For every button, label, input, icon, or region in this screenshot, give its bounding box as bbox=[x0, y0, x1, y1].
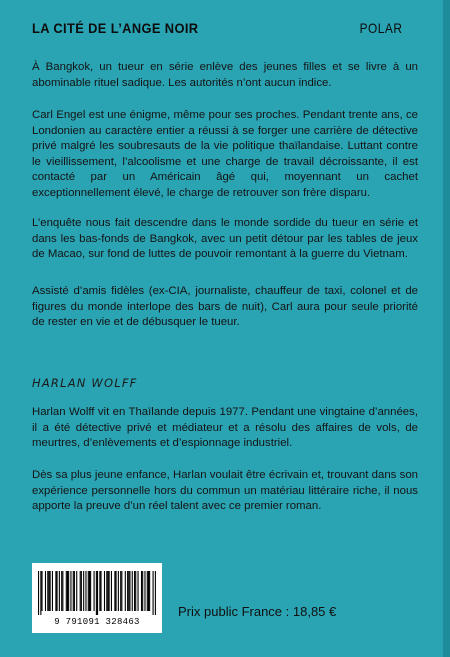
barcode-bar bbox=[135, 571, 136, 611]
barcode-bar bbox=[40, 571, 41, 615]
barcode-bar bbox=[137, 571, 138, 611]
barcode-bar bbox=[70, 571, 71, 611]
barcode-bar bbox=[59, 571, 60, 611]
spine-edge bbox=[443, 0, 450, 657]
barcode-bar bbox=[107, 571, 108, 611]
barcode-bar bbox=[125, 571, 126, 611]
barcode-bar bbox=[74, 571, 75, 611]
barcode-bar bbox=[48, 571, 49, 611]
barcode-bar bbox=[38, 571, 39, 615]
author-name: HARLAN WOLFF bbox=[32, 376, 138, 390]
barcode-bar bbox=[57, 571, 58, 611]
barcode-bar bbox=[55, 571, 56, 611]
barcode-bar bbox=[109, 571, 110, 611]
barcode-bar bbox=[127, 571, 128, 611]
barcode-bar bbox=[80, 571, 81, 611]
barcode-bar bbox=[88, 571, 89, 611]
barcode-bar bbox=[96, 571, 97, 615]
barcode-bar bbox=[147, 571, 148, 611]
barcode-bar bbox=[106, 571, 107, 611]
header bbox=[32, 20, 412, 44]
book-title: LA CITÉ DE L’ANGE NOIR bbox=[32, 20, 199, 36]
author-bio-paragraph-2: Dès sa plus jeune enfance, Harlan voulait être écrivain et, trouvant dans son expérience personnelle hors du commun un matériau littéraire riche, il nous apporte la preuve d’un réel talent avec ce premier roman. bbox=[32, 469, 418, 513]
barcode-bar bbox=[111, 571, 112, 611]
barcode-bar bbox=[141, 571, 142, 611]
barcode-bar bbox=[83, 571, 84, 611]
barcode-bar bbox=[116, 571, 117, 611]
price-label: Prix public France : 18,85 € bbox=[178, 604, 337, 619]
barcode-bar bbox=[52, 571, 53, 611]
author-bio-paragraph-1: Harlan Wolff vit en Thaïlande depuis 1977. Pendant une vingtaine d’années, il a été détective privé et médiateur et a résolu des affaires de vols, de meurtres, d’enlèvements et d’espionnage industriel. bbox=[32, 406, 418, 450]
synopsis-paragraph-3: L’enquête nous fait descendre dans le monde sordide du tueur en série et dans les bas-fonds de Bangkok, avec un petit détour par les tables de jeux de Macao, sur fond de luttes de pouvoir remontant à la guerre du Vietnam. bbox=[32, 217, 418, 261]
barcode-bar bbox=[121, 571, 122, 611]
barcode-bar bbox=[149, 571, 150, 611]
barcode-bar bbox=[148, 571, 149, 611]
synopsis-paragraph-2: Carl Engel est une énigme, même pour ses proches. Pendant trente ans, ce Londonien au caractère entier a réussi à se forger une carrière de détective privé malgré les soubresauts de la vie politique thaïlandaise. Luttant contre le vieillissement, l’alcoolisme et une charge de travail décroissante, il est contacté par un Américain âgé qui, moyennant un cachet exceptionnellement élevé, le charge de retrouver son frère disparu. bbox=[32, 109, 418, 199]
barcode-bar bbox=[76, 571, 77, 611]
barcode-bar bbox=[120, 571, 121, 611]
barcode-bar bbox=[81, 571, 82, 611]
barcode-bar bbox=[97, 571, 98, 615]
barcode-bar bbox=[153, 571, 154, 615]
barcode-bar bbox=[61, 571, 62, 611]
barcode-bar bbox=[68, 571, 69, 611]
barcode-bar bbox=[62, 571, 63, 611]
genre-label: POLAR bbox=[359, 20, 402, 36]
barcode-bar bbox=[41, 571, 42, 611]
synopsis-paragraph-1: À Bangkok, un tueur en série enlève des jeunes filles et se livre à un abominable rituel sadique. Les autorités n’ont aucun indice. bbox=[32, 61, 418, 89]
barcode-bar bbox=[132, 571, 133, 611]
barcode-bar bbox=[134, 571, 135, 611]
barcode-bar bbox=[94, 571, 95, 611]
barcode-image bbox=[38, 571, 156, 615]
barcode-bar bbox=[100, 571, 101, 611]
barcode-bar bbox=[47, 571, 48, 611]
barcode-bar bbox=[118, 571, 119, 611]
barcode-bar bbox=[128, 571, 129, 611]
barcode-bar bbox=[104, 571, 105, 611]
barcode-bar bbox=[144, 571, 145, 611]
barcode-box bbox=[32, 563, 162, 633]
barcode-bar bbox=[45, 571, 46, 611]
isbn-number: 9 791091 328463 bbox=[54, 617, 140, 627]
barcode-bar bbox=[114, 571, 115, 611]
barcode-bar bbox=[89, 571, 90, 611]
barcode-bar bbox=[66, 571, 67, 611]
synopsis-paragraph-4: Assisté d’amis fidèles (ex-CIA, journaliste, chauffeur de taxi, colonel et de figures du monde interlope des bars de nuit), Carl aura pour seule priorité de rester en vie et de débusquer le tueur. bbox=[32, 285, 418, 329]
barcode-bar bbox=[85, 571, 86, 611]
barcode-bar bbox=[99, 571, 100, 611]
barcode-bar bbox=[142, 571, 143, 611]
barcode-bar bbox=[50, 571, 51, 611]
barcode-bar bbox=[73, 571, 74, 611]
barcode-bar bbox=[155, 571, 156, 615]
barcode-bar bbox=[67, 571, 68, 611]
barcode-bar bbox=[90, 571, 91, 611]
barcode-bar bbox=[129, 571, 130, 611]
